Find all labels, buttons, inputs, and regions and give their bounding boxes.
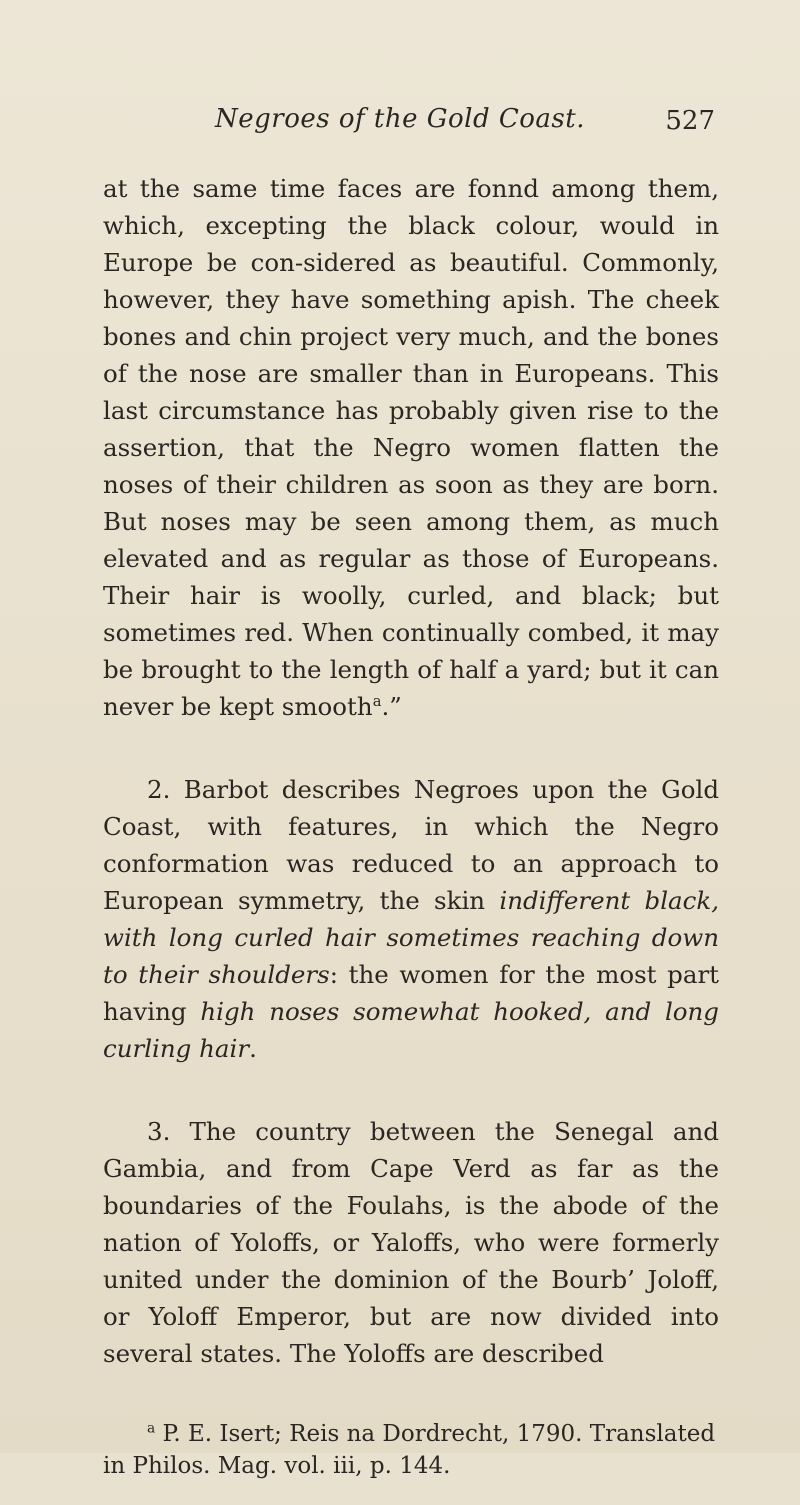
paragraph-text: 3. The country between the Senegal and Gambia, and from Cape Verd as far as the boundaries of the Foulahs, is the abode of the nation of Yoloffs, or Yaloffs, who were formerly united under the dominion of the Bourb’ Joloff, or Yoloff Emperor, but are now divided into several states. The Yoloffs are described <box>103 1117 719 1368</box>
footnote-reference[interactable]: a <box>372 692 382 710</box>
paragraph-continued <box>103 170 719 725</box>
paragraph-text: : the women for the most part having <box>103 960 719 1026</box>
italic-quote: indifferent black, with long curled hair sometimes reaching down to their shoulders <box>103 886 719 989</box>
paragraph-gap <box>103 725 719 771</box>
footnote-marker: a <box>147 1420 156 1437</box>
paragraph-text: . <box>249 1034 257 1063</box>
paragraph-text: at the same time faces are fonnd among them, which, excepting the black colour, would in Europe be con-sidered as beautiful. Commonly, however, they have something apish. The cheek bones and chin project very much, and the bones of the nose are smaller than in Europeans. This last circumstance has probably given rise to the assertion, that the Negro women flatten the noses of their children as soon as they are born. But noses may be seen among them, as much elevated and as regular as those of Europeans. Their hair is woolly, curled, and black; but sometimes red. When continually combed, it may be brought to the length of half a yard; but it can never be kept smooth <box>103 174 719 721</box>
running-title: Negroes of the Gold Coast. <box>215 104 585 134</box>
paragraph-gap <box>103 1067 719 1113</box>
running-head <box>0 104 800 144</box>
footnote <box>103 1418 719 1482</box>
italic-quote: high noses somewhat hooked, and long curling hair <box>103 997 719 1063</box>
body-text <box>103 170 719 1505</box>
paragraph-text: 2. Barbot describes Negroes upon the Gold Coast, with features, in which the Negro conformation was reduced to an approach to European symmetry, the skin <box>103 775 719 915</box>
footnote-text: P. E. Isert; Reis na Dordrecht, 1790. Translated in Philos. Mag. vol. iii, p. 144. <box>103 1421 716 1479</box>
page-number: 527 <box>665 106 715 136</box>
paragraph-yoloffs <box>103 1113 719 1372</box>
paragraph-barbot <box>103 771 719 1067</box>
paragraph-closing: .” <box>381 692 402 721</box>
